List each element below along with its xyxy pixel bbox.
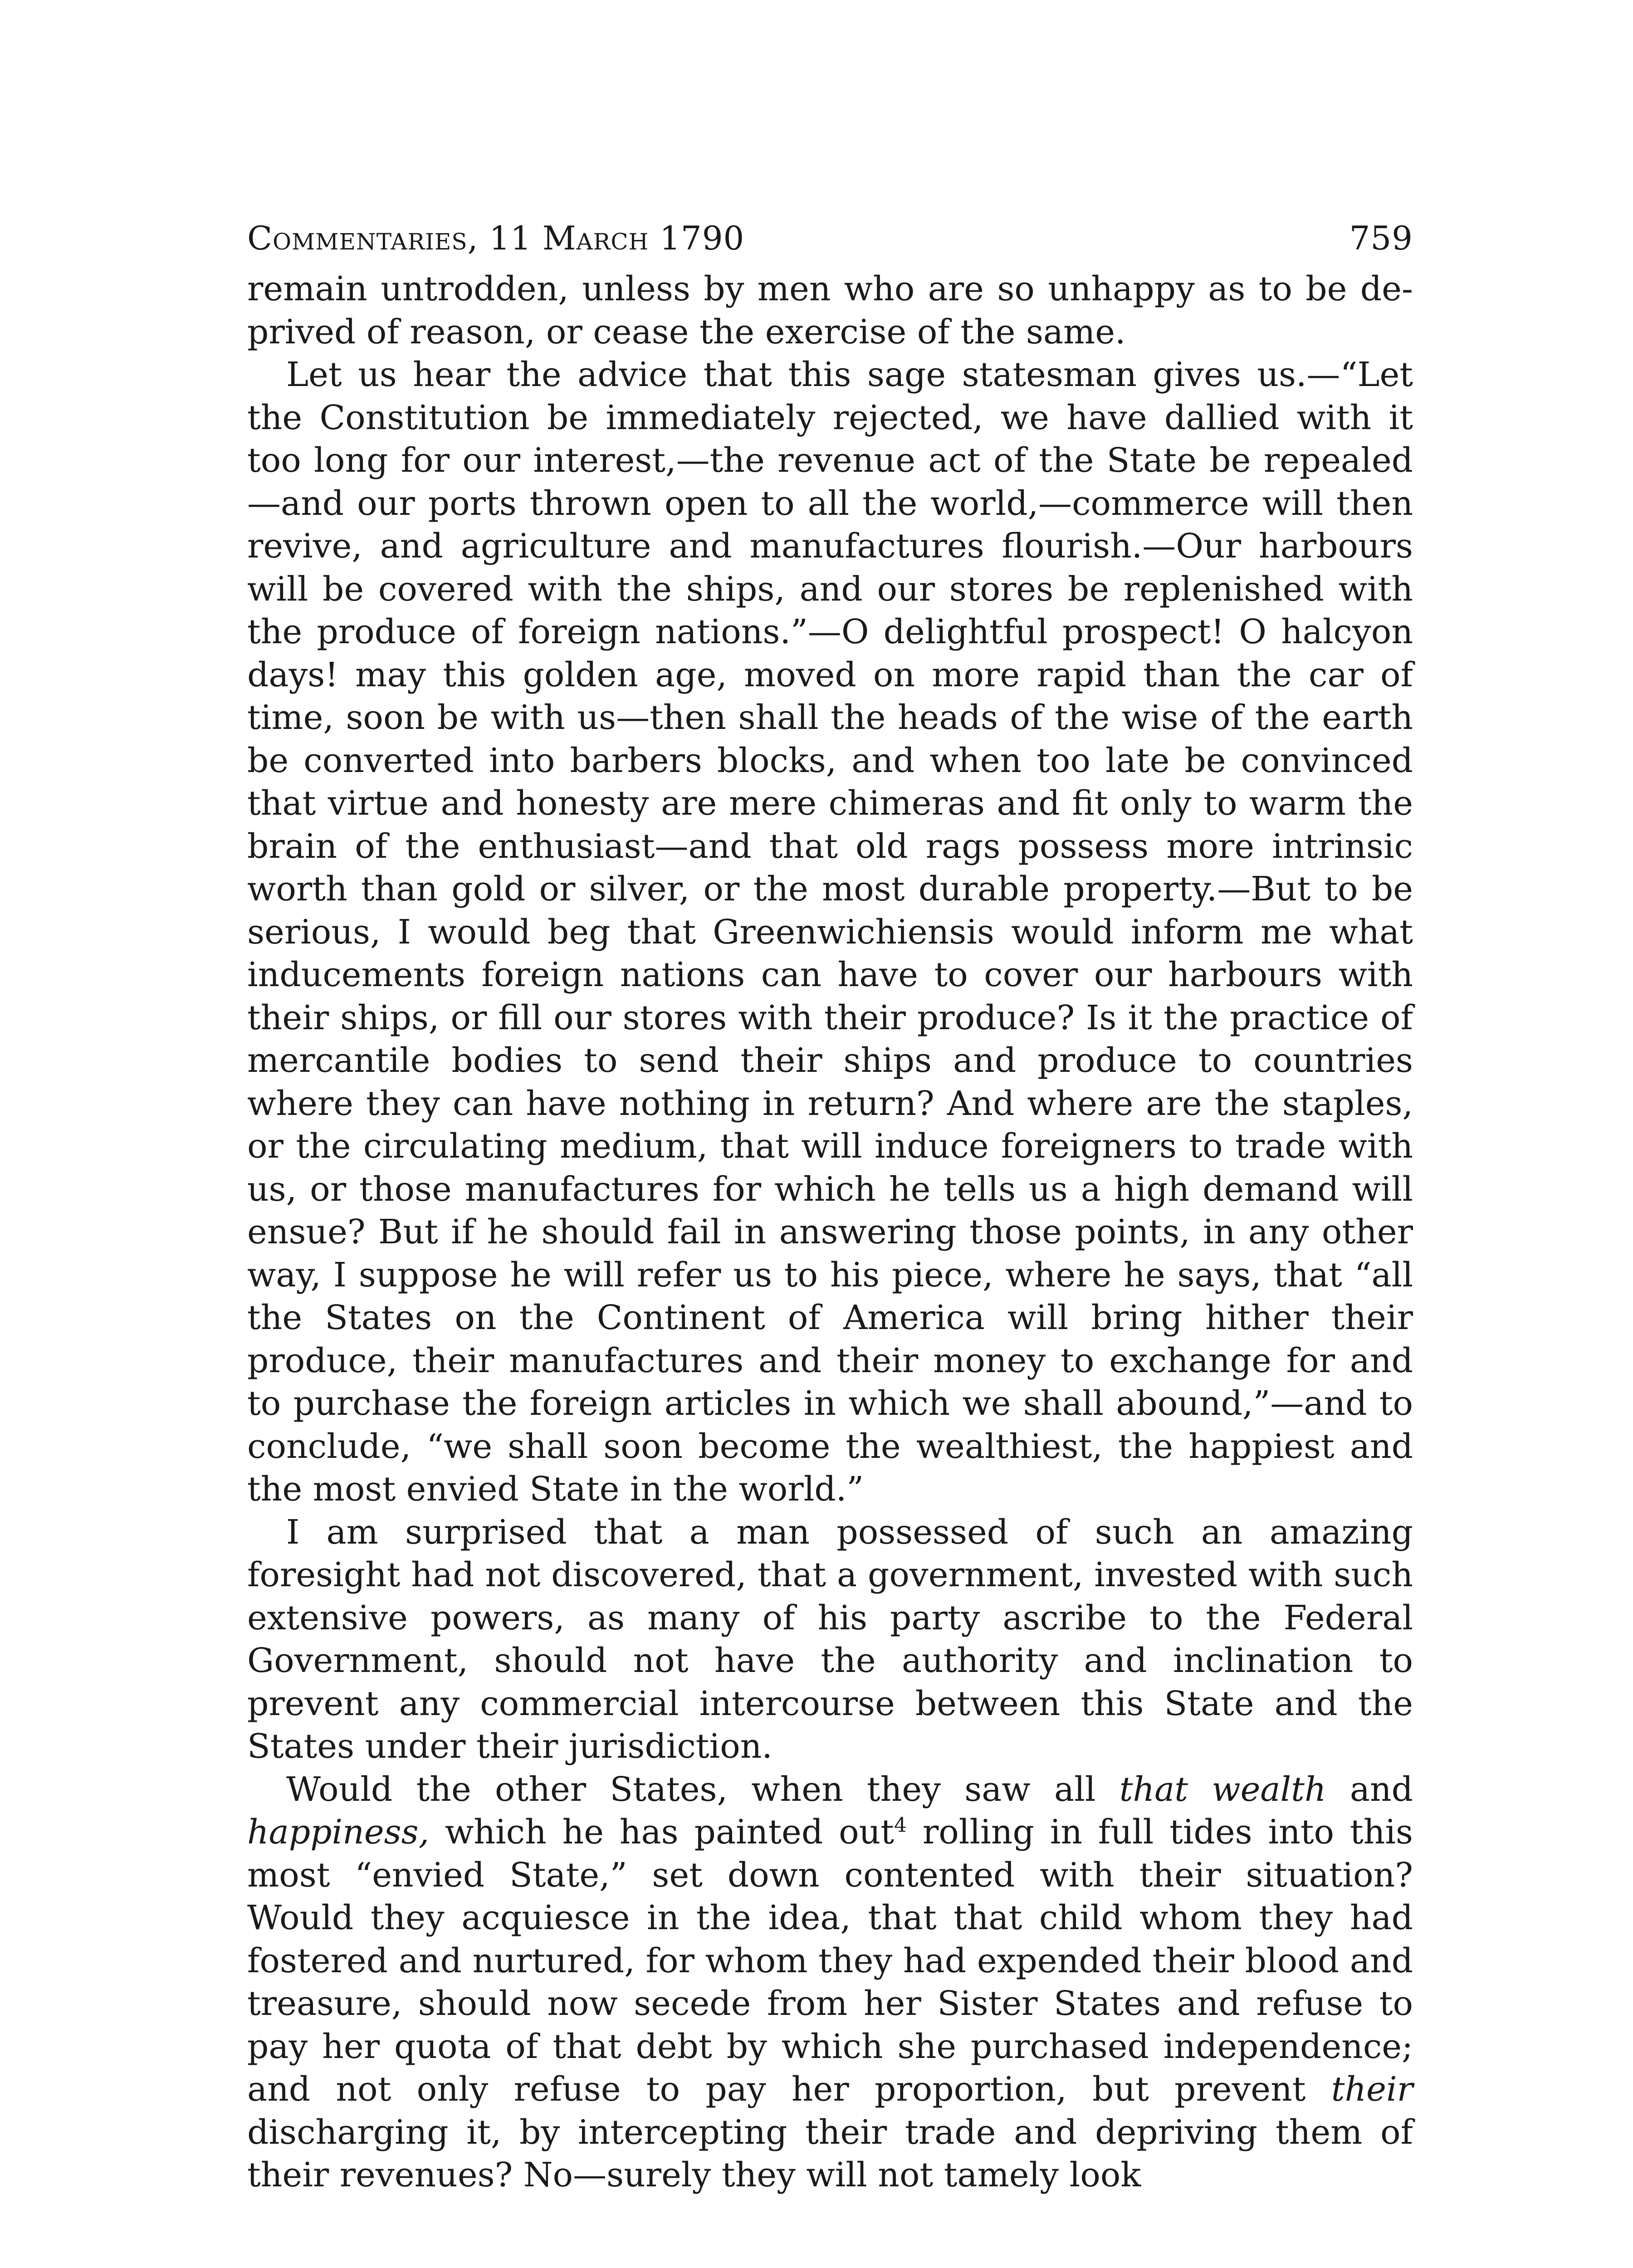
text-run: discharging it, by intercepting their trade and depriving them of their revenues? No—surely they will not tamely look [247,2112,1413,2195]
page-number: 759 [1349,219,1413,257]
italic-text-run: happiness, [247,1813,430,1852]
running-head [247,218,1413,268]
paragraph: Let us hear the advice that this sage statesman gives us.—“Let the Constitution be immediately rejected, we have dallied with it too long for our interest,—the revenue act of the State be repealed—and our ports thrown open to all the world,—commerce will then revive, and agriculture and manufactures flourish.—Our harbours will be covered with the ships, and our stores be replenished with the produce of foreign nations.”—O delightful prospect! O halcyon days! may this golden age, moved on more rapid than the car of time, soon be with us—then shall the heads of the wise of the earth be converted into barbers blocks, and when too late be convinced that virtue and honesty are mere chimeras and fit only to warm the brain of the enthusiast—and that old rags possess more intrinsic worth than gold or silver, or the most durable property.—But to be serious, I would beg that Greenwichiensis would inform me what inducements foreign nations can have to cover our harbours with their ships, or fill our stores with their produce? Is it the practice of mercantile bodies to send their ships and produce to countries where they can have nothing in return? And where are the staples, or the circulating medium, that will induce foreigners to trade with us, or those manufactures for which he tells us a high demand will ensue? But if he should fail in answering those points, in any other way, I suppose he will refer us to his piece, where he says, that “all the States on the Continent of America will bring hither their produce, their manufactures and their money to exchange for and to purchase the foreign articles in which we shall abound,”—and to conclude, “we shall soon become the wealthiest, the happiest and the most envied State in the world.” [247,355,1413,1509]
text-run: Would the other States, when they saw all [286,1769,1120,1809]
paragraph: remain untrodden, unless by men who are so unhappy as to be deprived of reason, or cease the exercise of the same. [247,269,1413,352]
italic-text-run: that wealth [1119,1769,1326,1809]
running-head-title: Commentaries, 11 March 1790 [247,219,745,257]
footnote-reference[interactable]: 4 [894,1813,907,1837]
paragraph: I am surprised that a man possessed of such an amazing foresight had not discovered, that a government, invested with such extensive powers, as many of his party ascribe to the Federal Government, should not have the authority and inclination to prevent any commercial intercourse between this State and the States under their jurisdiction. [247,1512,1413,1766]
text-run: which he has painted out [429,1813,895,1852]
text-run: rolling in full tides into this most “envied State,” set down contented with their situation? Would they acquiesce in the idea, that that child whom they had fostered and nurtured, for whom they had expended their blood and treasure, should now secede from her Sister States and refuse to pay her quota of that debt by which she purchased independence; and not only refuse to pay her proportion, but prevent [247,1813,1413,2109]
paragraph [247,1768,1413,2197]
italic-text-run: their [1331,2070,1413,2109]
text-run: and [1326,1769,1413,1809]
body-text [247,268,1413,2197]
document-page [247,218,1413,2197]
